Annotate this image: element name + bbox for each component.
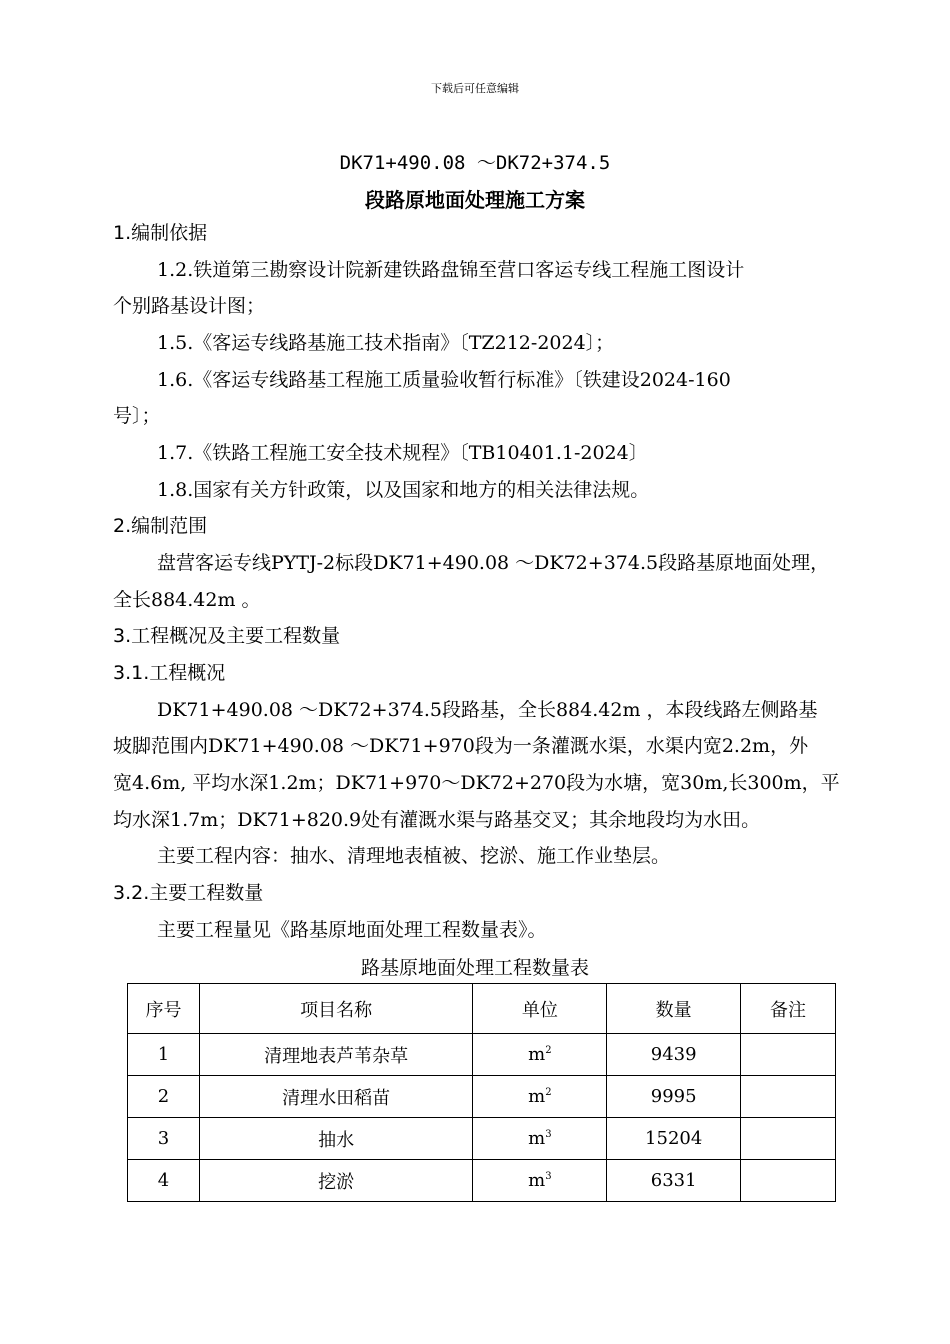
cell-note <box>741 1034 836 1076</box>
section-3-1-heading: 3.1.工程概况 <box>113 662 226 684</box>
cell-note <box>741 1076 836 1118</box>
s31-line-3: 宽4.6m, 平均水深1.2m；DK71+970～DK72+270段为水塘，宽30m,长300m，平 <box>113 772 840 794</box>
section-3-2-heading: 3.2.主要工程数量 <box>113 882 264 904</box>
cell-qty: 15204 <box>607 1118 741 1160</box>
header-no: 序号 <box>128 984 200 1034</box>
cell-no: 1 <box>128 1034 200 1076</box>
unit-exponent: 3 <box>545 1171 552 1182</box>
table-caption: 路基原地面处理工程数量表 <box>360 957 589 979</box>
cell-name: 清理水田稻苗 <box>199 1076 473 1118</box>
s1-item-5: 1.8.国家有关方针政策，以及国家和地方的相关法律法规。 <box>157 479 650 501</box>
cell-name: 清理地表芦苇杂草 <box>199 1034 473 1076</box>
s1-item-3-cont: 号〕； <box>113 405 161 427</box>
cell-no: 3 <box>128 1118 200 1160</box>
cell-qty: 9995 <box>607 1076 741 1118</box>
unit-exponent: 2 <box>545 1045 552 1056</box>
s1-item-4: 1.7.《铁路工程施工安全技术规程》〔TB10401.1-2024〕 <box>157 442 648 464</box>
cell-name: 挖淤 <box>199 1160 473 1202</box>
cell-unit <box>473 1118 607 1160</box>
table-row <box>128 1076 836 1118</box>
cell-no: 4 <box>128 1160 200 1202</box>
header-quantity: 数量 <box>607 984 741 1034</box>
cell-no: 2 <box>128 1076 200 1118</box>
cell-name: 抽水 <box>199 1118 473 1160</box>
quantity-table <box>127 983 836 1202</box>
cell-unit <box>473 1034 607 1076</box>
s1-item-2: 1.5.《客运专线路基施工技术指南》〔TZ212-2024〕； <box>157 332 615 354</box>
header-note: 下载后可任意编辑 <box>431 82 519 95</box>
unit-exponent: 3 <box>545 1129 552 1140</box>
table-row <box>128 1034 836 1076</box>
header-unit: 单位 <box>473 984 607 1034</box>
s31-line-5: 主要工程内容：抽水、清理地表植被、挖淤、施工作业垫层。 <box>157 845 671 867</box>
s32-line: 主要工程量见《路基原地面处理工程数量表》。 <box>157 919 547 941</box>
s2-line-2: 全长884.42m 。 <box>113 589 261 611</box>
cell-unit <box>473 1160 607 1202</box>
unit-base: m <box>528 1044 546 1065</box>
table-row <box>128 1160 836 1202</box>
document-title: 段路原地面处理施工方案 <box>365 188 585 212</box>
s2-line-1: 盘营客运专线PYTJ-2标段DK71+490.08 ～DK72+374.5段路基原地面处理， <box>157 552 830 574</box>
cell-qty: 9439 <box>607 1034 741 1076</box>
cell-note <box>741 1118 836 1160</box>
cell-unit <box>473 1076 607 1118</box>
section-2-heading: 2.编制范围 <box>113 515 208 537</box>
table-row <box>128 1118 836 1160</box>
unit-base: m <box>528 1170 546 1191</box>
cell-note <box>741 1160 836 1202</box>
unit-exponent: 2 <box>545 1087 552 1098</box>
section-3-heading: 3.工程概况及主要工程数量 <box>113 625 341 647</box>
s31-line-1: DK71+490.08 ～DK72+374.5段路基，全长884.42m ，本段线路左侧路基 <box>157 699 818 721</box>
document-title-range: DK71+490.08 ～DK72+374.5 <box>339 152 611 174</box>
s31-line-2: 坡脚范围内DK71+490.08 ～DK71+970段为一条灌溉水渠，水渠内宽2.2m，外 <box>113 735 809 757</box>
unit-base: m <box>528 1086 546 1107</box>
s1-item-1: 1.2.铁道第三勘察设计院新建铁路盘锦至营口客运专线工程施工图设计 <box>157 259 745 281</box>
cell-qty: 6331 <box>607 1160 741 1202</box>
s1-item-1-cont: 个别路基设计图； <box>113 295 266 317</box>
s31-line-4: 均水深1.7m；DK71+820.9处有灌溉水渠与路基交叉；其余地段均为水田。 <box>113 809 761 831</box>
section-1-heading: 1.编制依据 <box>113 222 208 244</box>
s1-item-3: 1.6.《客运专线路基工程施工质量验收暂行标准》〔铁建设2024-160 <box>157 369 731 391</box>
table-header-row <box>128 984 836 1034</box>
header-item-name: 项目名称 <box>199 984 473 1034</box>
unit-base: m <box>528 1128 546 1149</box>
header-note: 备注 <box>741 984 836 1034</box>
